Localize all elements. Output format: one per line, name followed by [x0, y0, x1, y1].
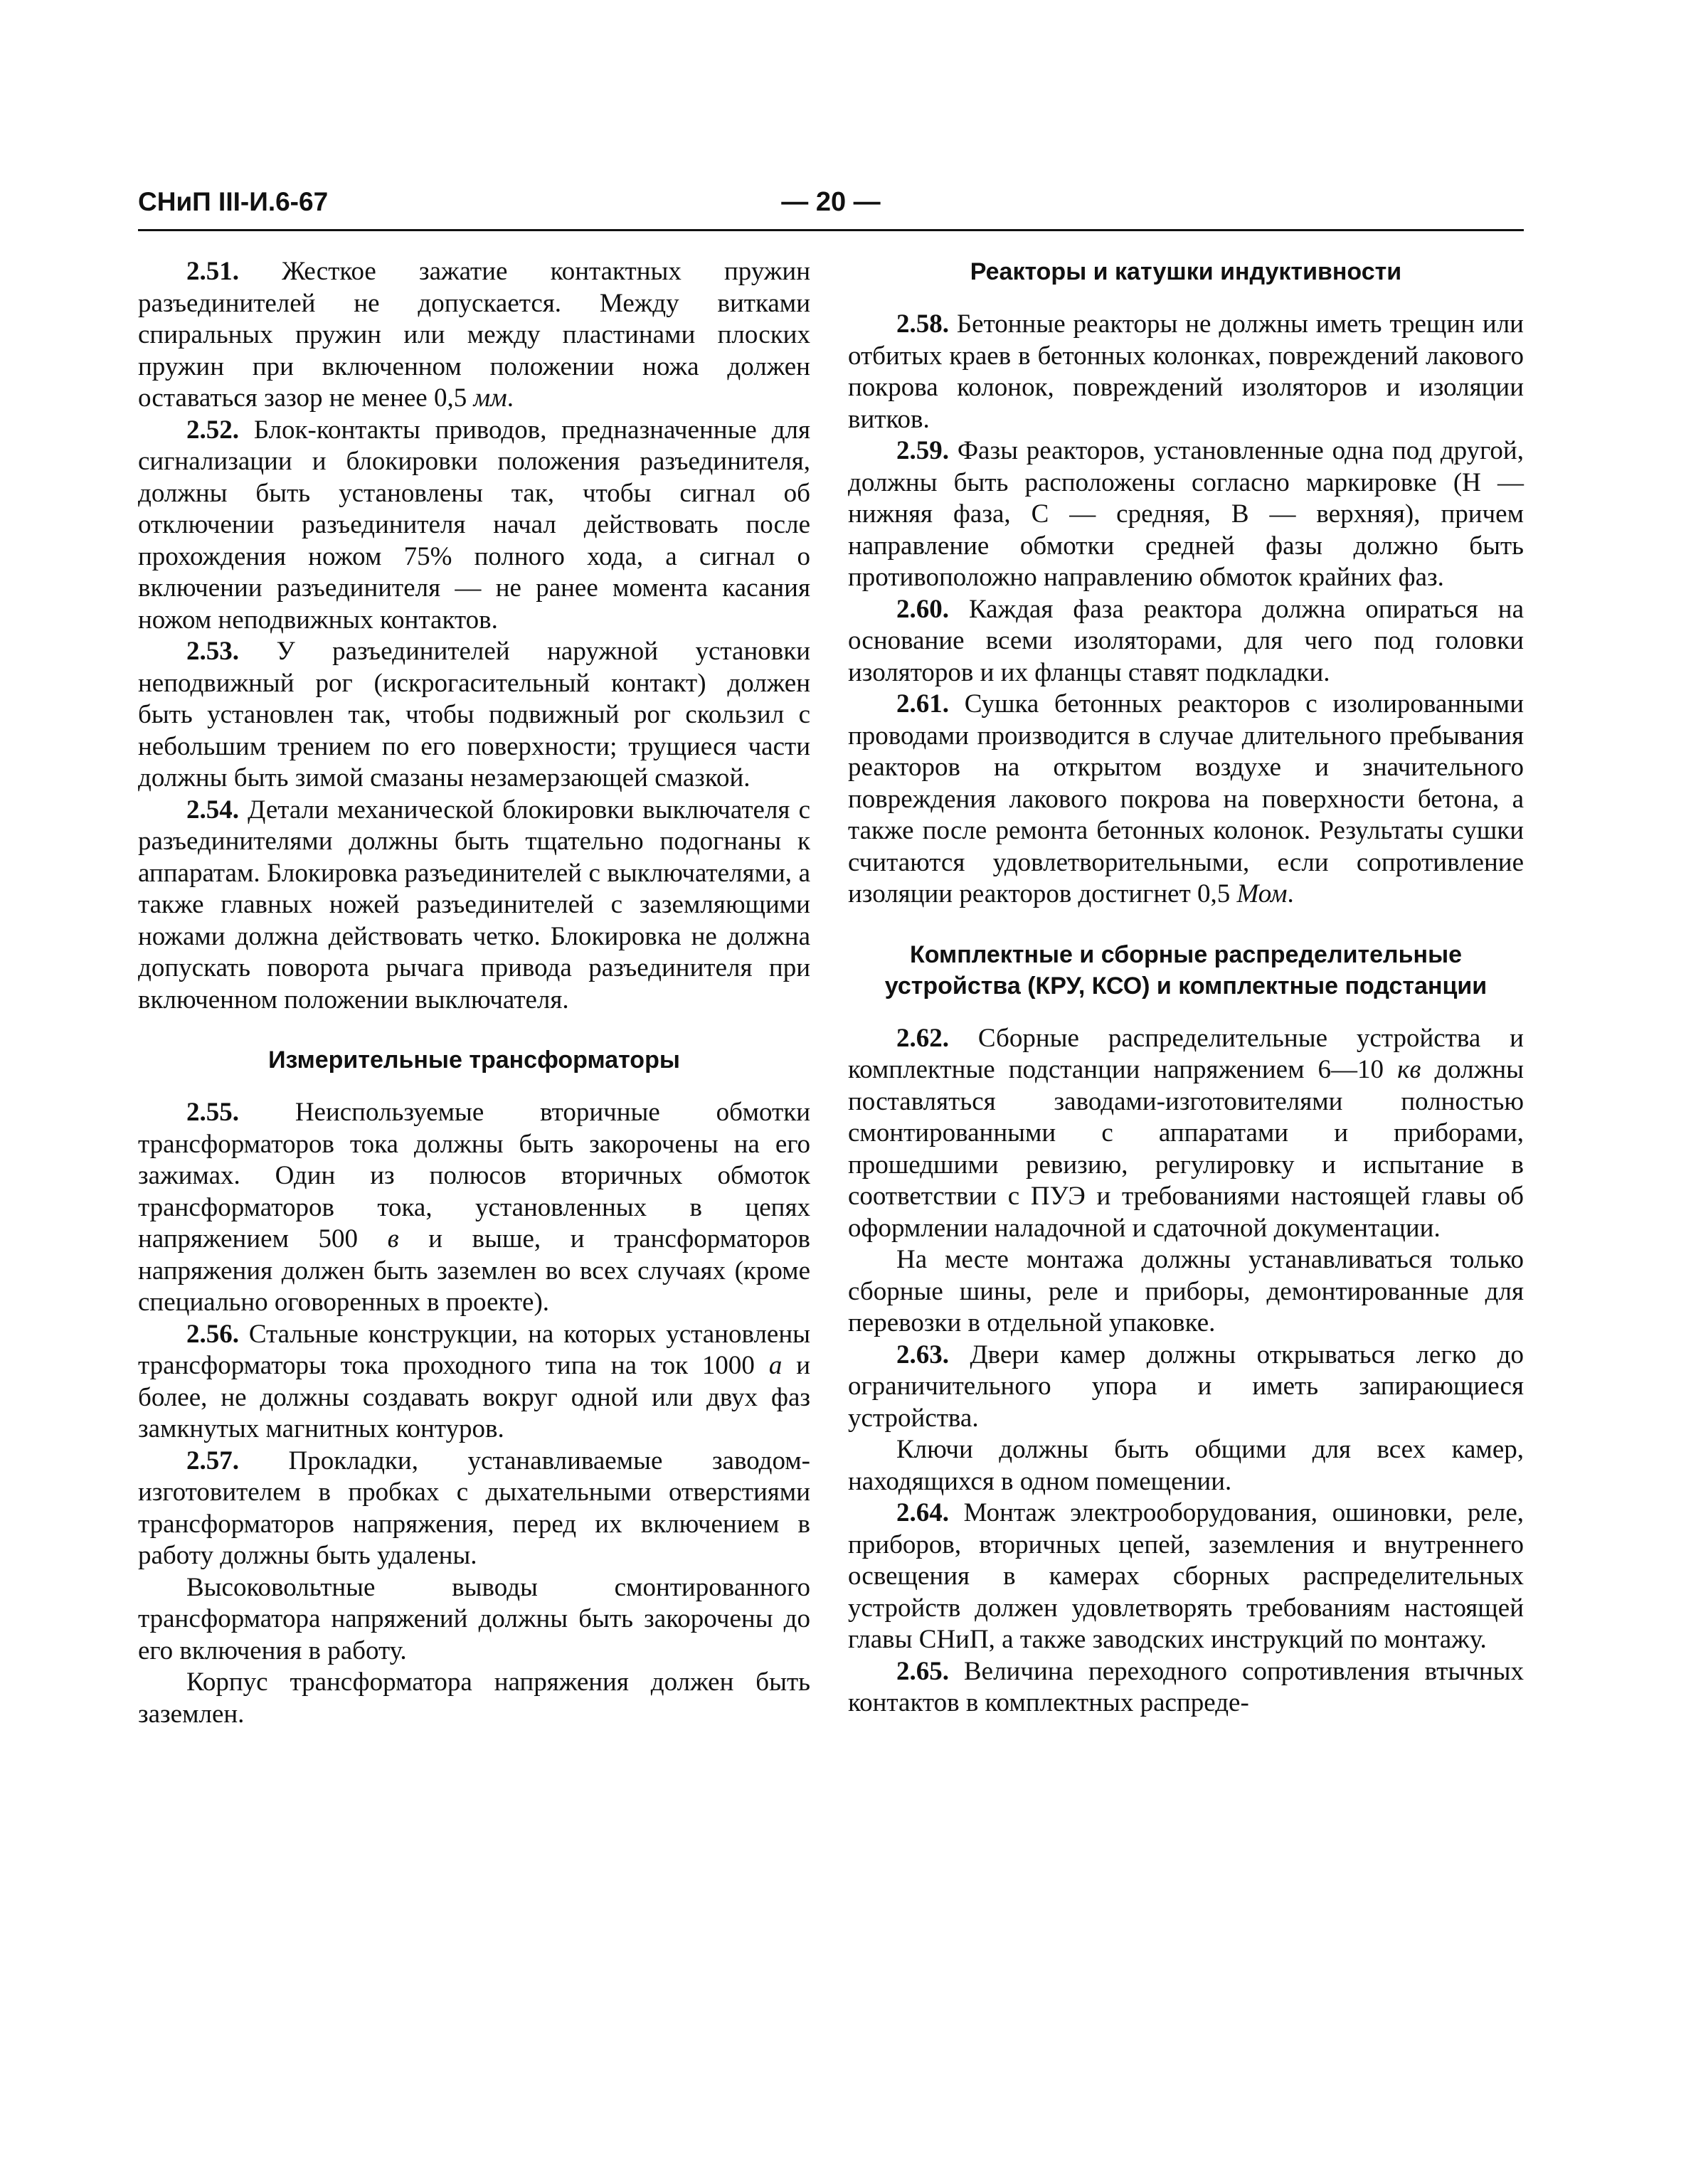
- clause-text: Сборные распределительные устройства и комплектные подстанции напряжением 6—10: [848, 1023, 1524, 1084]
- clause-paragraph: [138, 1097, 810, 1319]
- clause-paragraph: [138, 795, 810, 1017]
- clause-text-tail: и более, не должны создавать вокруг одной или двух фаз замкнутых магнитных контуров.: [138, 1351, 810, 1443]
- clause-paragraph: [138, 1572, 810, 1668]
- clause-number: 2.53.: [186, 637, 239, 666]
- clause-text-tail: .: [1287, 879, 1294, 908]
- clause-paragraph: [138, 1446, 810, 1572]
- clause-text-tail: должны поставляться заводами-изготовителями полностью смонтированными с аппаратами и приборами, прошедшими ревизию, регулировку и испытание в соответствии с ПУЭ и требованиями настоящей главы об оформлении наладочной и сдаточной документации.: [848, 1055, 1524, 1243]
- clause-number: 2.58.: [896, 309, 949, 339]
- clause-paragraph: [138, 1319, 810, 1446]
- clause-number: 2.61.: [896, 689, 949, 719]
- clause-paragraph: [848, 1656, 1524, 1719]
- unit-label: кв: [1397, 1055, 1421, 1084]
- right-column: [848, 256, 1524, 1719]
- clause-paragraph: [848, 1340, 1524, 1435]
- clause-text: Двери камер должны открываться легко до ограничительного упора и иметь запирающиеся устройства.: [848, 1340, 1524, 1433]
- clause-text: Блок-контакты приводов, предназначенные для сигнализации и блокировки положения разъединителя, должны быть установлены так, чтобы сигнал об отключении разъединителя начал действовать после прохождения ножом 75% полного хода, а сигнал о включении разъединителя — не ранее момента касания ножом неподвижных контактов.: [138, 415, 810, 635]
- clause-text: Ключи должны быть общими для всех камер, находящихся в одном помещении.: [848, 1435, 1524, 1496]
- clause-text: Стальные конструкции, на которых установлены трансформаторы тока проходного типа на ток 1000: [138, 1319, 810, 1380]
- clause-paragraph: [138, 256, 810, 415]
- clause-number: 2.64.: [896, 1498, 949, 1527]
- unit-label: в: [387, 1224, 399, 1253]
- clause-text: Корпус трансформатора напряжения должен быть заземлен.: [138, 1668, 810, 1729]
- clause-number: 2.57.: [186, 1446, 239, 1475]
- clause-text: Фазы реакторов, установленные одна под другой, должны быть расположены согласно маркировке (Н — нижняя фаза, С — средняя, В — верхняя), причем направление обмотки средней фазы должно быть противоположно направлению обмоток крайних фаз.: [848, 436, 1524, 592]
- left-column: [138, 256, 810, 1730]
- section-heading: Измерительные трансформаторы: [268, 1046, 680, 1074]
- clause-number: 2.56.: [186, 1319, 239, 1349]
- clause-paragraph: [848, 309, 1524, 435]
- clause-paragraph: [848, 1497, 1524, 1656]
- clause-number: 2.59.: [896, 436, 949, 465]
- clause-number: 2.55.: [186, 1098, 239, 1127]
- clause-text-tail: .: [507, 383, 514, 413]
- document-code: СНиП III-И.6-67: [138, 187, 329, 216]
- clause-paragraph: [138, 415, 810, 637]
- clause-paragraph: [848, 1023, 1524, 1245]
- clause-paragraph: [848, 435, 1524, 594]
- clause-text: Высоковольтные выводы смонтированного трансформатора напряжений должны быть закорочены до его включения в работу.: [138, 1572, 810, 1665]
- clause-text: Неиспользуемые вторичные обмотки трансформаторов тока должны быть закорочены на его зажимах. Один из полюсов вторичных обмоток трансформаторов тока, установленных в цепях напряжением 500: [138, 1098, 810, 1253]
- clause-text: Прокладки, устанавливаемые заводом-изготовителем в пробках с дыхательными отверстиями трансформаторов напряжения, перед их включением в работу должны быть удалены.: [138, 1446, 810, 1570]
- clause-paragraph: [138, 1667, 810, 1730]
- section-heading: Комплектные и сборные распределительные устройства (КРУ, КСО) и комплектные подстанции: [884, 940, 1488, 1000]
- clause-paragraph: [848, 1434, 1524, 1497]
- clause-number: 2.60.: [896, 594, 949, 624]
- clause-paragraph: [848, 689, 1524, 911]
- clause-number: 2.62.: [896, 1023, 949, 1053]
- unit-label: а: [768, 1351, 783, 1380]
- clause-number: 2.51.: [186, 257, 239, 286]
- unit-label: Мом: [1236, 879, 1288, 908]
- header-rule: [138, 229, 1524, 231]
- page-number: — 20 —: [781, 187, 881, 217]
- section-heading: Реакторы и катушки индуктивности: [970, 258, 1402, 285]
- page-header: [138, 186, 1524, 230]
- clause-text: На месте монтажа должны устанавливаться только сборные шины, реле и приборы, демонтированные для перевозки в отдельной упаковке.: [848, 1245, 1524, 1337]
- clause-text: Величина переходного сопротивления втычных контактов в комплектных распреде-: [848, 1656, 1524, 1717]
- clause-paragraph: [848, 1244, 1524, 1340]
- clause-text: Каждая фаза реактора должна опираться на основание всеми изоляторами, для чего под головки изоляторов и их фланцы ставят подкладки.: [848, 594, 1524, 687]
- clause-text: Сушка бетонных реакторов с изолированными проводами производится в случае длительного пребывания реакторов на открытом воздухе и значительного повреждения лакового покрова на поверхности бетона, а также после ремонта бетонных колонок. Результаты сушки считаются удовлетворительными, если сопротивление изоляции реакторов достигнет 0,5: [848, 689, 1524, 908]
- clause-text: У разъединителей наружной установки неподвижный рог (искрогасительный контакт) должен быть установлен так, чтобы подвижный рог скользил с небольшим трением по его поверхности; трущиеся части должны быть зимой смазаны незамерзающей смазкой.: [138, 637, 810, 793]
- clause-text: Детали механической блокировки выключателя с разъединителями должны быть тщательно подогнаны к аппаратам. Блокировка разъединителей с выключателями, а также главных ножей разъединителей с заземляющими ножами должна действовать четко. Блокировка не должна допускать поворота рычага привода разъединителя при включенном положении выключателя.: [138, 795, 810, 1014]
- clause-text: Монтаж электрооборудования, ошиновки, реле, приборов, вторичных цепей, заземления и внутреннего освещения в камерах сборных распределительных устройств должен удовлетворять требованиям настоящей главы СНиП, а также заводских инструкций по монтажу.: [848, 1498, 1524, 1654]
- clause-text: Жесткое зажатие контактных пружин разъединителей не допускается. Между витками спиральных пружин или между пластинами плоских пружин при включенном положении ножа должен оставаться зазор не менее 0,5: [138, 257, 810, 413]
- clause-paragraph: [848, 594, 1524, 689]
- clause-number: 2.52.: [186, 415, 239, 445]
- clause-number: 2.54.: [186, 795, 239, 825]
- clause-number: 2.65.: [896, 1656, 949, 1686]
- clause-number: 2.63.: [896, 1340, 949, 1369]
- clause-text-tail: и выше, и трансформаторов напряжения должен быть заземлен во всех случаях (кроме специально оговоренных в проекте).: [138, 1224, 810, 1317]
- clause-paragraph: [138, 636, 810, 795]
- unit-label: мм: [473, 383, 507, 413]
- clause-text: Бетонные реакторы не должны иметь трещин или отбитых краев в бетонных колонках, повреждений лакового покрова колонок, повреждений изоляторов и изоляции витков.: [848, 309, 1524, 434]
